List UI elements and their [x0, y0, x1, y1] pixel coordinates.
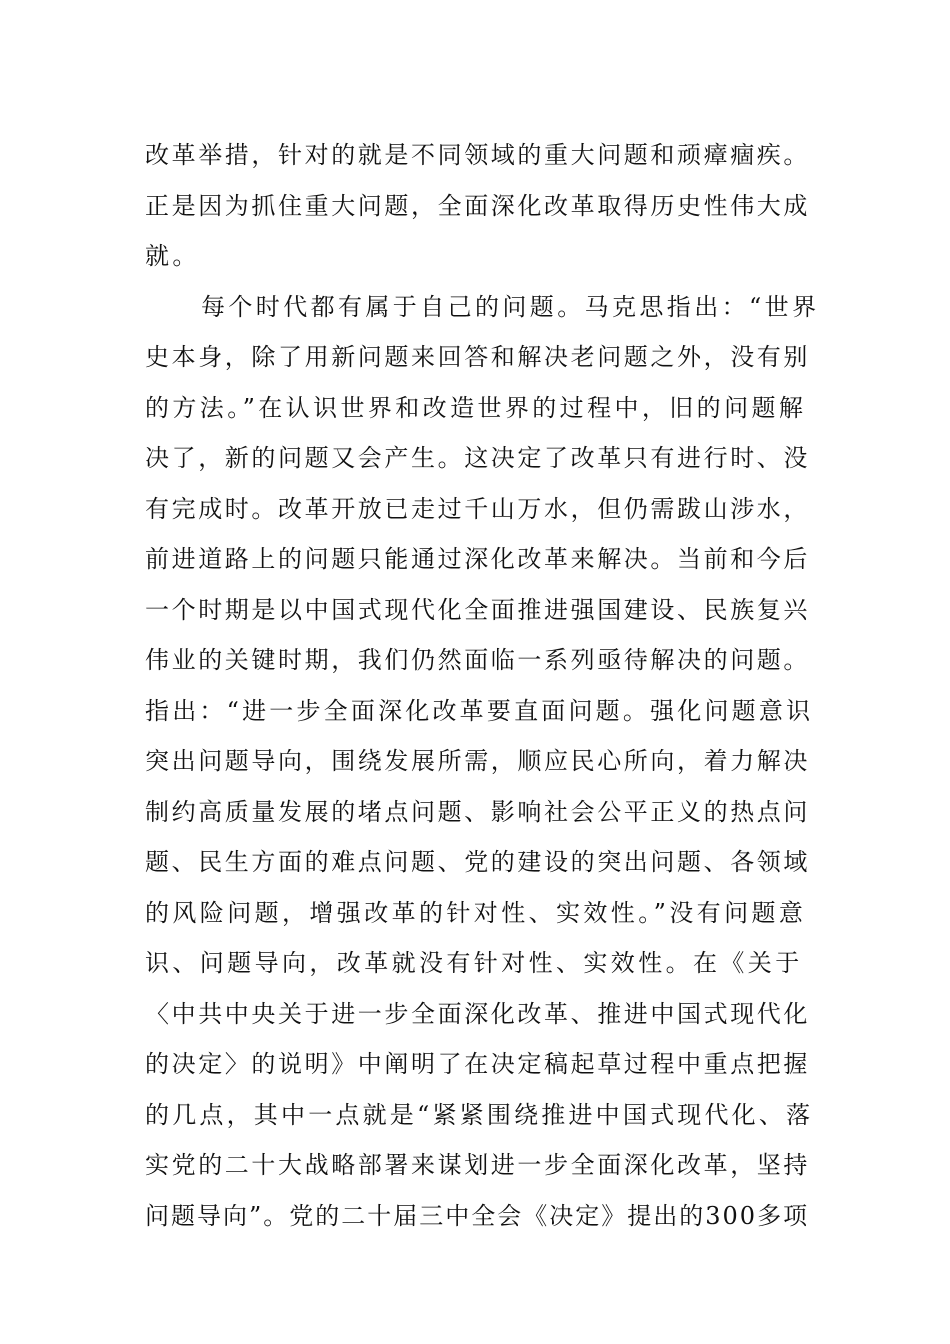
text-line: 改革举措，针对的就是不同领域的重大问题和顽瘴痼疾。 [145, 141, 810, 169]
text-line: 就。 [145, 242, 200, 270]
text-line: 的方法。”在认识世界和改造世界的过程中，旧的问题解 [145, 393, 807, 422]
text-line: 决了，新的问题又会产生。这决定了改革只有进行时、没 [145, 444, 810, 472]
text-line: 突出问题导向，围绕发展所需，顺应民心所向，着力解决 [145, 747, 810, 775]
text-line: 题、民生方面的难点问题、党的建设的突出问题、各领域 [145, 848, 810, 876]
text-line: 前进道路上的问题只能通过深化改革来解决。当前和今后 [145, 545, 810, 573]
text-line: 正是因为抓住重大问题，全面深化改革取得历史性伟大成 [145, 191, 810, 220]
text-line: 伟业的关键时期，我们仍然面临一系列亟待解决的问题。 [145, 646, 810, 674]
text-line: 制约高质量发展的堵点问题、影响社会公平正义的热点问 [145, 797, 810, 826]
text-line: 的决定〉的说明》中阐明了在决定稿起草过程中重点把握 [145, 1050, 810, 1078]
text-line: 〈中共中央关于进一步全面深化改革、推进中国式现代化 [145, 999, 810, 1028]
text-line: 一个时期是以中国式现代化全面推进强国建设、民族复兴 [145, 595, 810, 624]
text-line: 史本身，除了用新问题来回答和解决老问题之外，没有别 [145, 343, 810, 371]
text-line: 问题导向”。党的二十届三中全会《决定》提出的300多项 [145, 1201, 810, 1230]
text-line: 指出：“进一步全面深化改革要直面问题。强化问题意识 [145, 696, 814, 725]
text-line: 实党的二十大战略部署来谋划进一步全面深化改革，坚持 [145, 1151, 810, 1179]
text-line: 的风险问题，增强改革的针对性、实效性。”没有问题意 [145, 898, 807, 927]
body-text [145, 130, 820, 1241]
paragraph-start-line: 每个时代都有属于自己的问题。马克思指出：“世界 [201, 292, 820, 321]
text-line: 有完成时。改革开放已走过千山万水，但仍需跋山涉水， [145, 494, 810, 523]
text-line: 识、问题导向，改革就没有针对性、实效性。在《关于 [145, 949, 803, 977]
text-line: 的几点，其中一点就是“紧紧围绕推进中国式现代化、落 [145, 1100, 814, 1129]
